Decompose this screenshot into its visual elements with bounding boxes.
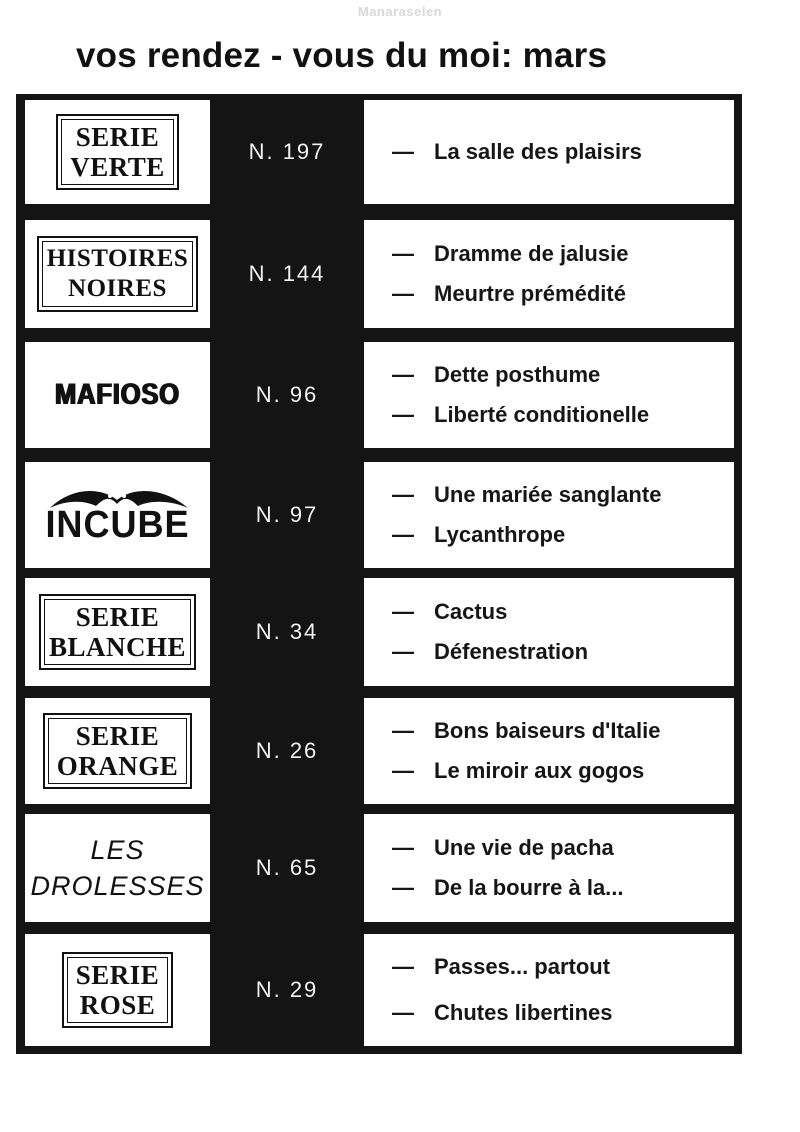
watermark: Manaraselen	[357, 4, 443, 19]
logo-line: LES	[90, 835, 145, 865]
dash: —	[392, 599, 414, 624]
series-logo-cell	[25, 342, 210, 448]
episode-title: Passes... partout	[434, 954, 611, 979]
titles-cell	[364, 342, 734, 448]
titles-cell	[364, 814, 734, 922]
series-logo-cell	[25, 220, 210, 328]
issue-number-cell	[210, 698, 364, 804]
title-line	[392, 944, 734, 990]
title-line	[392, 515, 734, 555]
episode-title: Liberté conditionelle	[434, 402, 650, 427]
logo-incube	[30, 470, 205, 560]
table-row	[16, 814, 742, 922]
dash: —	[392, 402, 414, 427]
logo-word: INCUBE	[45, 504, 190, 546]
table-row	[16, 934, 742, 1046]
logo-line: ROSE	[79, 990, 156, 1020]
title-line	[392, 234, 734, 274]
episode-title: Une vie de pacha	[434, 835, 614, 860]
table-row	[16, 100, 742, 204]
issue-number-cell	[210, 342, 364, 448]
title-line	[392, 475, 734, 515]
episode-title: Lycanthrope	[434, 522, 566, 547]
schedule-table	[16, 94, 742, 1054]
logo-serie-blanche	[39, 594, 196, 670]
title-line	[392, 751, 734, 791]
issue-number-cell	[210, 814, 364, 922]
dash: —	[392, 639, 414, 664]
title-line	[392, 132, 734, 172]
series-logo-cell	[25, 698, 210, 804]
episode-title: Dette posthume	[434, 362, 601, 387]
title-line	[392, 828, 734, 868]
episode-title: Meurtre prémédité	[434, 281, 626, 306]
series-logo-cell	[25, 100, 210, 204]
title-line	[392, 355, 734, 395]
logo-line: SERIE	[75, 122, 160, 152]
episode-title: Dramme de jalusie	[434, 241, 629, 266]
titles-cell	[364, 220, 734, 328]
dash: —	[392, 954, 414, 979]
dash: —	[392, 482, 414, 507]
table-row	[16, 698, 742, 804]
logo-line: SERIE	[75, 602, 160, 632]
logo-line: BLANCHE	[48, 632, 187, 662]
page-title: vos rendez - vous du moi: mars	[76, 36, 608, 75]
dash: —	[392, 362, 414, 387]
episode-title: La salle des plaisirs	[434, 139, 642, 164]
logo-serie-orange	[43, 713, 193, 789]
dash: —	[392, 139, 414, 164]
titles-cell	[364, 462, 734, 568]
issue-number: N. 96	[255, 382, 319, 407]
logo-serie-rose	[62, 952, 174, 1028]
logo-mafioso: MAFIOSO	[55, 378, 180, 411]
issue-number-cell	[210, 462, 364, 568]
logo-les-drolesses	[30, 832, 204, 904]
logo-line: VERTE	[70, 152, 165, 182]
logo-histoires-noires	[37, 236, 199, 312]
episode-title: Cactus	[434, 599, 508, 624]
title-line	[392, 274, 734, 314]
series-logo-cell	[25, 462, 210, 568]
dash: —	[392, 522, 414, 547]
issue-number: N. 26	[255, 738, 319, 763]
issue-number: N. 144	[248, 261, 326, 286]
logo-serie-verte	[56, 114, 179, 190]
series-logo-cell	[25, 814, 210, 922]
title-line	[392, 632, 734, 672]
issue-number: N. 29	[255, 977, 319, 1002]
issue-number: N. 197	[248, 139, 326, 164]
title-line	[392, 990, 734, 1036]
dash: —	[392, 875, 414, 900]
table-row	[16, 342, 742, 448]
issue-number-cell	[210, 578, 364, 686]
title-line	[392, 711, 734, 751]
dash: —	[392, 758, 414, 783]
titles-cell	[364, 934, 734, 1046]
titles-cell	[364, 698, 734, 804]
table-row	[16, 462, 742, 568]
dash: —	[392, 281, 414, 306]
dash: —	[392, 1000, 414, 1025]
series-logo-cell	[25, 934, 210, 1046]
issue-number-cell	[210, 100, 364, 204]
logo-line: NOIRES	[68, 275, 167, 302]
issue-number-cell	[210, 220, 364, 328]
episode-title: Bons baiseurs d'Italie	[434, 718, 661, 743]
dash: —	[392, 241, 414, 266]
issue-number: N. 97	[255, 502, 319, 527]
logo-line: SERIE	[75, 960, 160, 990]
episode-title: Défenestration	[434, 639, 589, 664]
logo-line: DROLESSES	[30, 871, 205, 901]
series-logo-cell	[25, 578, 210, 686]
table-row	[16, 220, 742, 328]
logo-line: SERIE	[75, 721, 160, 751]
issue-number: N. 34	[255, 619, 319, 644]
dash: —	[392, 835, 414, 860]
issue-number: N. 65	[255, 855, 319, 880]
issue-number-cell	[210, 934, 364, 1046]
titles-cell	[364, 578, 734, 686]
episode-title: Chutes libertines	[434, 1000, 613, 1025]
episode-title: Le miroir aux gogos	[434, 758, 645, 783]
table-row	[16, 578, 742, 686]
logo-line: HISTOIRES	[46, 245, 189, 272]
title-line	[392, 868, 734, 908]
title-line	[392, 395, 734, 435]
episode-title: Une mariée sanglante	[434, 482, 662, 507]
logo-line: ORANGE	[56, 751, 179, 781]
dash: —	[392, 718, 414, 743]
episode-title: De la bourre à la...	[434, 875, 624, 900]
title-line	[392, 592, 734, 632]
titles-cell	[364, 100, 734, 204]
